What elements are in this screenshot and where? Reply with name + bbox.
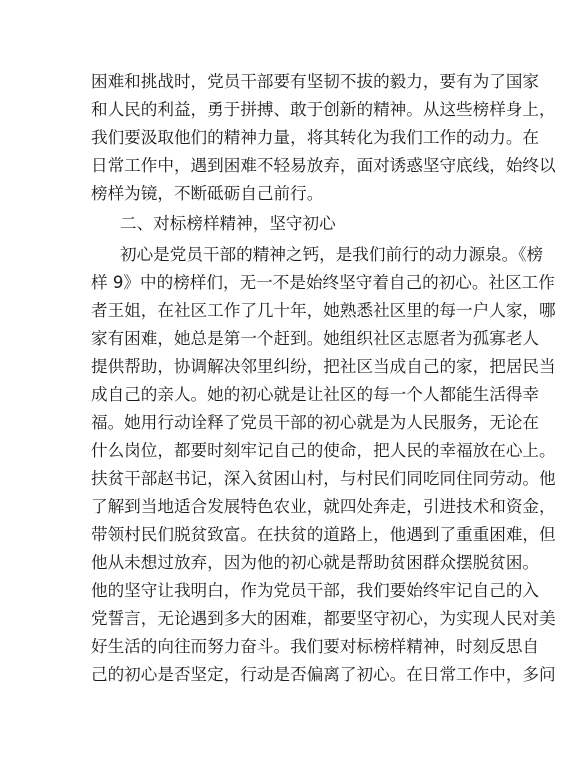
- paragraph-line: 困难和挑战时，党员干部要有坚韧不拔的毅力，要有为了国家: [91, 72, 540, 91]
- paragraph-line: 和人民的利益，勇于拼搏、敢于创新的精神。从这些榜样身上，: [91, 100, 556, 119]
- paragraph-line: 提供帮助，协调解决邻里纠纷，把社区当成自己的家，把居民当: [91, 357, 556, 376]
- section-heading: 二、对标榜样精神，坚守初心: [120, 214, 336, 233]
- paragraph-line: 初心是党员干部的精神之钙，是我们前行的动力源泉。《榜: [120, 245, 544, 264]
- paragraph-line: 他从未想过放弃，因为他的初心就是帮助贫困群众摆脱贫困。: [91, 553, 540, 572]
- paragraph-line: 了解到当地适合发展特色农业，就四处奔走，引进技术和资金，: [91, 497, 556, 516]
- paragraph-line: 扶贫干部赵书记，深入贫困山村，与村民们同吃同住同劳动。他: [91, 469, 556, 488]
- paragraph-line: 福。她用行动诠释了党员干部的初心就是为人民服务，无论在: [91, 413, 540, 432]
- paragraph-line: 家有困难，她总是第一个赶到。她组织社区志愿者为孤寡老人: [91, 329, 540, 348]
- paragraph-line: 样 9》中的榜样们，无一不是始终坚守着自己的初心。社区工作: [91, 273, 555, 292]
- paragraph-line: 榜样为镜，不断砥砺自己前行。: [91, 184, 324, 203]
- paragraph-line: 党誓言，无论遇到多大的困难，都要坚守初心，为实现人民对美: [91, 609, 556, 628]
- paragraph-line: 日常工作中，遇到困难不轻易放弃，面对诱惑坚守底线，始终以: [91, 156, 556, 175]
- paragraph-line: 成自己的亲人。她的初心就是让社区的每一个人都能生活得幸: [91, 385, 540, 404]
- paragraph-line: 好生活的向往而努力奋斗。我们要对标榜样精神，时刻反思自: [91, 637, 540, 656]
- paragraph-line: 者王姐，在社区工作了几十年，她熟悉社区里的每一户人家，哪: [91, 301, 556, 320]
- paragraph-line: 什么岗位，都要时刻牢记自己的使命，把人民的幸福放在心上。: [91, 441, 556, 460]
- paragraph-line: 我们要汲取他们的精神力量，将其转化为我们工作的动力。在: [91, 128, 540, 147]
- paragraph-line: 带领村民们脱贫致富。在扶贫的道路上，他遇到了重重困难，但: [91, 525, 556, 544]
- paragraph-line: 己的初心是否坚定，行动是否偏离了初心。在日常工作中，多问: [91, 665, 556, 684]
- paragraph-line: 他的坚守让我明白，作为党员干部，我们要始终牢记自己的入: [91, 581, 540, 600]
